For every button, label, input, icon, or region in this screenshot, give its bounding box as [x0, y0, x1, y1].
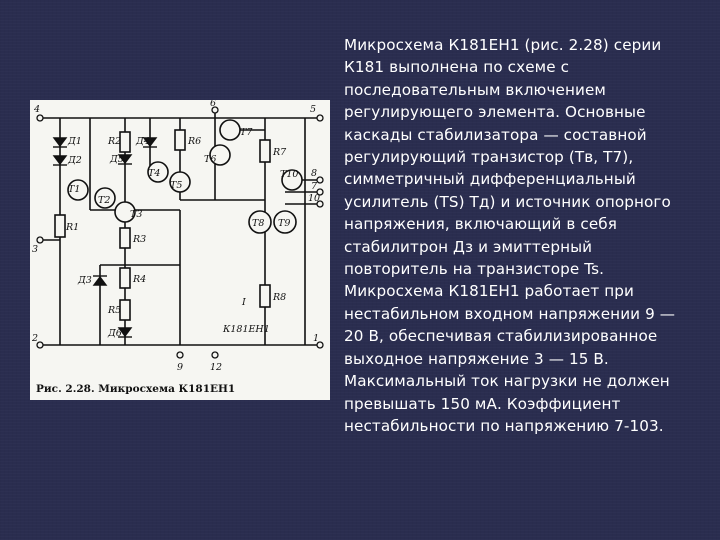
component-label: T9 — [278, 218, 291, 229]
component-label: T3 — [130, 209, 143, 220]
component-label: R7 — [273, 147, 287, 158]
pin-label: 6 — [210, 100, 217, 109]
component-label: R1 — [66, 222, 80, 233]
pin-label: 7 — [311, 181, 318, 192]
component-label: Д1 — [68, 136, 82, 147]
component-label: R6 — [188, 136, 202, 147]
component-label: T5 — [170, 180, 183, 191]
component-label: T8 — [252, 218, 265, 229]
component-label: R8 — [273, 292, 287, 303]
component-label: T7 — [240, 127, 253, 138]
component-label: Д4 — [136, 136, 150, 147]
pin-label: 4 — [34, 104, 41, 115]
component-label: Д3 — [78, 275, 92, 286]
pin-label: 2 — [32, 333, 39, 344]
pin-label: 12 — [210, 362, 223, 373]
component-label: T6 — [204, 154, 217, 165]
figure-caption: Рис. 2.28. Микросхема К181ЕН1 — [36, 383, 236, 395]
circuit-figure — [30, 100, 330, 400]
component-label: R3 — [133, 234, 147, 245]
component-label: Д2 — [68, 155, 82, 166]
pin-label: 3 — [32, 244, 39, 255]
body-text: Микросхема К181ЕН1 (рис. 2.28) серии К181 выполнена по схеме с последовательным включением регулирующего элемента. Основные каскады стабилизатора — составной регулирующий транзистор (Тв, Т7), симметричный дифференциальный усилитель (TS) Тд) и источник опорного напряжения, включающий в себя стабилитрон Дз и эмиттерный повторитель на транзисторе Ts. Микросхема К181ЕН1 работает при нестабильном входном напряжении 9 — 20 В, обеспечивая стабилизированное выходное напряжение 3 — 15 В. Максимальный ток нагрузки не должен превышать 150 мА. Коэффициент нестабильности по напряжению 7-103. — [344, 36, 676, 435]
component-label: R4 — [133, 274, 147, 285]
pin-label: 10 — [308, 193, 321, 204]
component-label: R2 — [108, 136, 122, 147]
pin-label: 5 — [310, 104, 317, 115]
component-label: T2 — [98, 195, 111, 206]
pin-label: 9 — [177, 362, 184, 373]
component-label: Д5 — [110, 154, 124, 165]
component-label: T10 — [280, 169, 299, 180]
pin-label: 1 — [313, 333, 320, 344]
chip-label: К181ЕН1 — [223, 324, 270, 335]
pin-label: 8 — [311, 168, 318, 179]
circuit-schematic — [30, 100, 330, 400]
component-label: T1 — [68, 184, 81, 195]
figure-marker: I — [242, 297, 246, 308]
component-label: R5 — [108, 305, 122, 316]
component-label: T4 — [148, 168, 161, 179]
component-label: Д6 — [108, 328, 122, 339]
